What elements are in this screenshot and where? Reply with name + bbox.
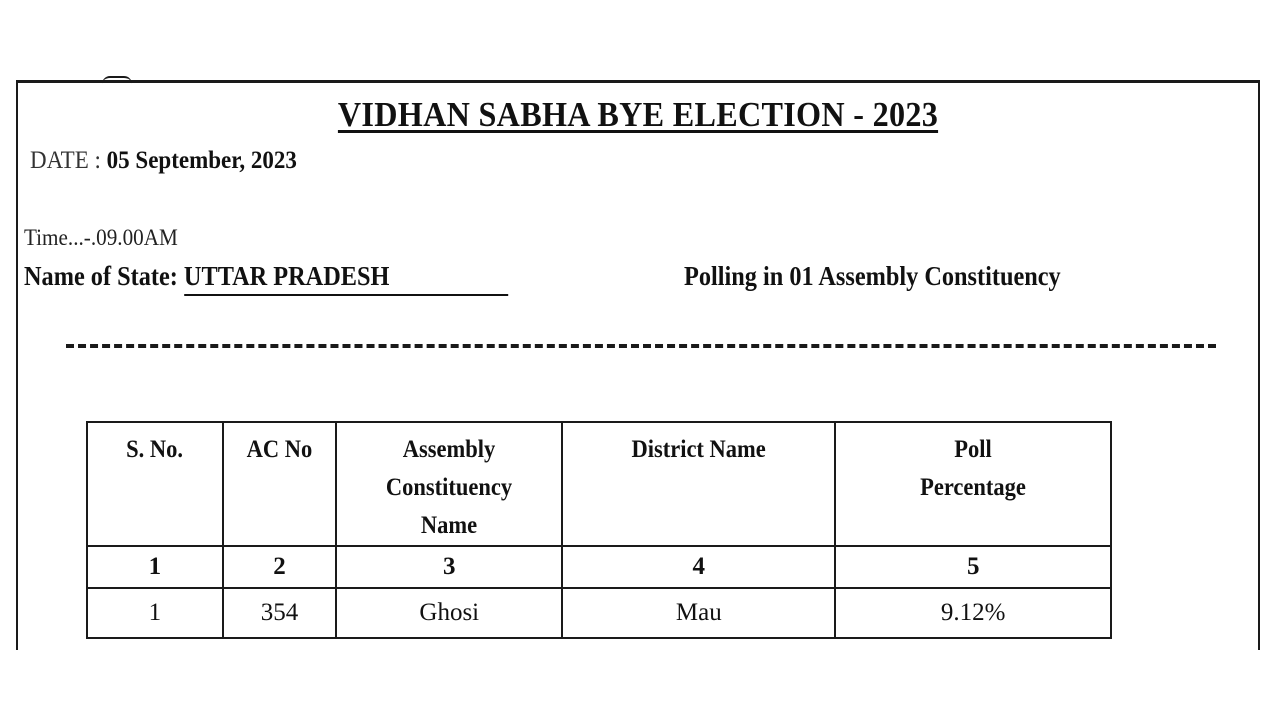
date-row <box>30 147 297 175</box>
date-value: 05 September, 2023 <box>106 147 297 174</box>
table-header-row <box>87 422 1111 546</box>
index-cell: 3 <box>336 546 562 588</box>
index-cell: 2 <box>223 546 337 588</box>
state-value: UTTAR PRADESH <box>184 261 508 296</box>
index-cell: 5 <box>835 546 1111 588</box>
cell-poll-percentage: 9.12% <box>835 588 1111 638</box>
time-row: Time...-.09.00AM <box>24 225 178 250</box>
document-sheet <box>16 80 1260 650</box>
polling-summary: Polling in 01 Assembly Constituency <box>684 261 1061 291</box>
header-poll-percentage: Poll Percentage <box>835 422 1111 546</box>
cell-sno: 1 <box>87 588 223 638</box>
document-title: VIDHAN SABHA BYE ELECTION - 2023 <box>337 95 939 134</box>
index-cell: 4 <box>562 546 835 588</box>
header-constituency: Assembly Constituency Name <box>336 422 562 546</box>
dashed-divider <box>66 344 1216 348</box>
paper-notch <box>102 76 132 84</box>
table-index-row <box>87 546 1111 588</box>
poll-table <box>86 421 1112 639</box>
header-ac-no: AC No <box>223 422 337 546</box>
cell-ac-no: 354 <box>223 588 337 638</box>
state-row <box>24 261 508 296</box>
state-label: Name of State: <box>24 261 178 291</box>
date-label: DATE <box>30 147 89 174</box>
table-row <box>87 588 1111 638</box>
cell-constituency: Ghosi <box>336 588 562 638</box>
cell-district: Mau <box>562 588 835 638</box>
index-cell: 1 <box>87 546 223 588</box>
date-separator: : <box>94 147 101 174</box>
header-district: District Name <box>562 422 835 546</box>
header-sno: S. No. <box>87 422 223 546</box>
